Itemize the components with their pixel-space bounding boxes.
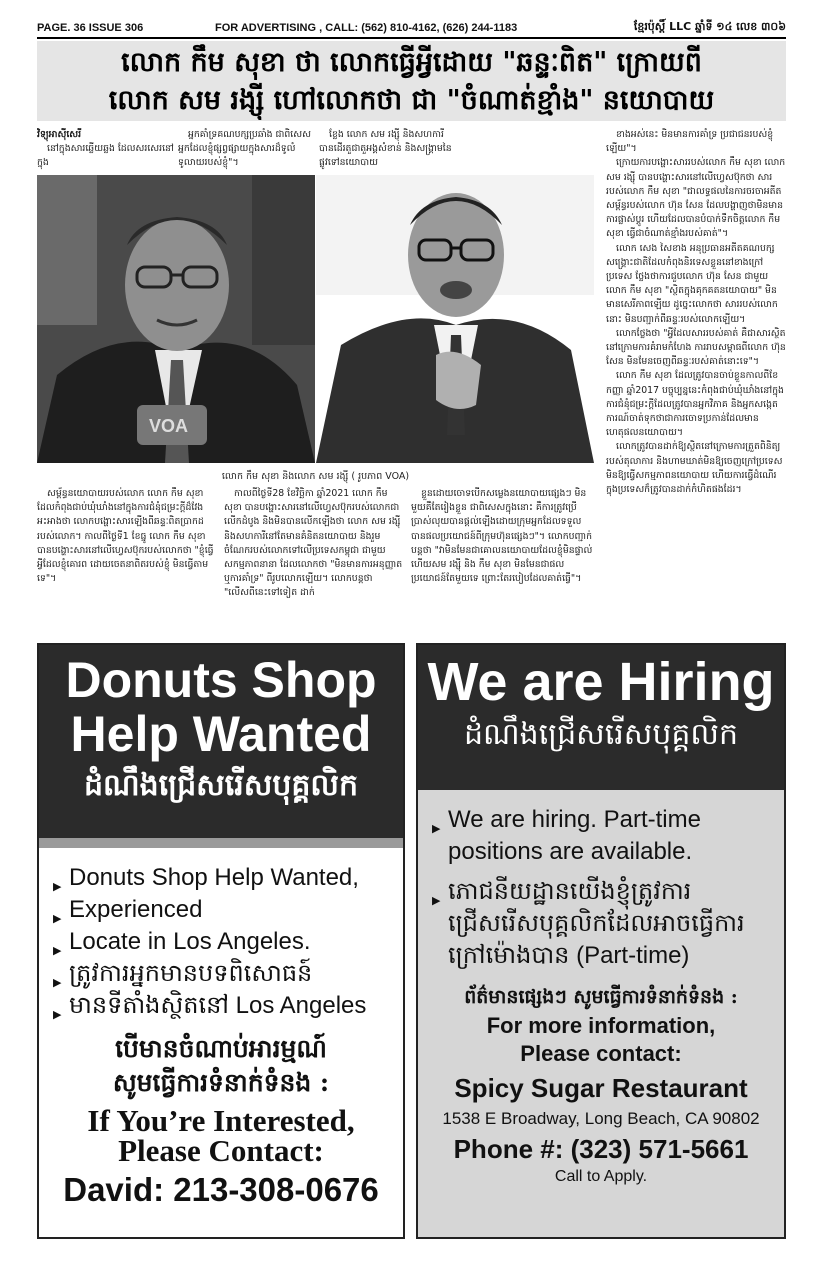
ad-title-line-1: Donuts Shop [65,652,377,708]
article-paragraph: នៅក្នុងសារឆ្លើយឆ្លង ដែលសរសេរនៅក្នុង [37,143,174,169]
ad-bullet: ▶ មានទីតាំងស្ថិតនៅ Los Angeles [39,990,403,1022]
portrait-graphic [316,175,594,463]
page-issue-label: PAGE. 36 ISSUE 306 [37,22,144,34]
we-are-hiring-ad [416,643,786,1239]
call-to-apply: Call to Apply. [554,1168,648,1185]
ad-bullet: ▶ ត្រូវការអ្នកមានបទពិសោធន៍ [39,958,403,990]
ad-header [418,645,784,790]
article-paragraph: ក្រោយការបង្ហោះសាររបស់លោក កឹម សុខា លោក សម រង្ស៊ី បានបង្ហោះសារនៅលើហ្វេសប៊ុកថា សាររបស់លោក កឹម សុខា "ជាលទ្ធផលនៃការចរចាអតីតសម្ព័ន្ធរបស់លោក ហ៊ុន សែន ដែលបង្ហាញថាមិនមានការផ្លាស់ប្តូរ ហើយដែលបានបំបាក់ទឹកចិត្តលោក កឹម សុខា ធ្វើជាចំណាត់ខ្មាំងរបស់គាត់"។ [606,157,786,240]
article-paragraph: លោក សេង សៃខាង អនុប្រធានអតីតគណបក្សសង្គ្រោះជាតិដែលកំពុងនិរទេសខ្លួននៅខាងក្រៅប្រទេស ថ្លែងថាការជួបលោក ហ៊ុន សែន ជាមួយលោក កឹម សុខា "ស្ថិតក្នុងគុកគតនយោបាយ" មិនមានសេរីភាពឡើយ ដូច្នេះលោកថា សាររបស់លោកនោះ មិនបញ្ជាក់ពីឆន្ទៈរបស់លោកឡើយ។ [606,242,778,325]
article-paragraph: លោកថ្លែងថា "អ្វីដែលសាររបស់គាត់ គឺជាសារស្ថិតនៅក្រោមការគំរាមកំហែង ការរាបសម្ពាធពីលោក ហ៊ុន សែន មិនមែនចេញពីឆន្ទៈរបស់គាត់នោះទេ"។ [606,327,786,368]
ad-bullet: ▶ Locate in Los Angeles. [39,926,403,958]
article-paragraph: លោក កឹម សុខា ដែលត្រូវបានចាប់ខ្លួនកាលពីខែកញ្ញា ឆ្នាំ2017 បច្ចុប្បន្ននេះកំពុងជាប់ឃុំឃាំងនៅក្នុងការជំនុំជម្រះក្តីដែលត្រូវបានអ្នកវិភាគ និងអ្នកសង្កេតការណ៍ចាត់ទុកថាជាការចោទប្រកាន់ដែលមានហេតុផលនយោបាយ។ [606,370,784,439]
article-column-2-top [178,128,316,174]
ad-header [39,645,403,838]
article-paragraph: សម្ព័ន្ធនយោបាយរបស់លោក លោក កឹម សុខា ដែលកំពុងជាប់ឃុំឃាំងនៅក្នុងការជំនុំជម្រះក្តីដ៏វែង អះអាងថា លោកបង្ហោះសារឡើងពីឆន្ទៈពិតប្រាកដរបស់លោក។ កាលពីថ្ងៃទី1 ខែធ្នូ លោក កឹម សុខា បានបង្ហោះសារនៅលើហ្វេសប៊ុករបស់លោកថា "ខ្ញុំធ្វើអ្វីដែលខ្ញុំគោរព ដោយចេតនាពិតរបស់ខ្ញុំ មិនធ្វើតាមទេ"។ [37,488,214,585]
article-column-3-bottom [411,487,595,637]
more-info-line-2: Please contact: [520,1041,682,1066]
article-paragraph: ខាងអស់នេះ មិនមានការគាំទ្រ ប្រជាជនរបស់ខ្ញុំឡើយ"។ [606,129,774,155]
restaurant-address: 1538 E Broadway, Long Beach, CA 90802 [442,1109,760,1128]
headline-line-1: លោក កឹម សុខា ថា លោកធ្វើអ្វីដោយ "ឆន្ទៈពិត" ក្រោយពី [121,47,702,78]
interest-english-line-1: If You’re Interested, [87,1103,355,1138]
ad-title-line-2: Help Wanted [70,706,372,762]
headline-line-2: លោក សម រង្ស៊ី ហៅលោកថា ជា "ចំណាត់ខ្មាំង" នយោបាយ [108,85,715,116]
article-paragraph: ខ្លួនដោយចោទបើកសម្លេងនយោបាយផ្សេងៗ មិនមួយគឺតែរៀងខ្លួន ជាពិសេសក្នុងនោះ គឺការត្រូវប្រើប្រាស់លុយបានផ្តល់ឡើងដោយក្រុមអ្នកដែលទទួលបានផលប្រយោជន៍ពីក្រុមហ៊ុនផ្សេងៗ"។ លោកបញ្ជាក់បន្តថា "វាមិនមែនជាគោលនយោបាយដែលខ្ញុំមិនផ្ទាល់ ហើយសម រង្ស៊ី និង កឹម សុខា មិនមែនជាផលប្រយោជន៍តែមួយទេ ព្រោះតែរបៀបដែលគាត់ធ្វើ"។ [411,488,593,585]
article-paragraph: លោកត្រូវបានដាក់ឱ្យស្ថិតនៅក្រោមការត្រួតពិនិត្យរបស់តុលាការ និងហាមឃាត់មិនឱ្យចេញក្រៅប្រទេស មិនឱ្យធ្វើសកម្មភាពនយោបាយ ហើយការធ្វើដំណើរក្នុងប្រទេសក៏ត្រូវបានដាក់កំហិតផងដែរ។ [606,441,783,496]
restaurant-name: Spicy Sugar Restaurant [454,1073,748,1103]
interest-khmer-line-1: បើមានចំណាប់អារម្មណ៍ [115,1034,327,1063]
photo-caption: លោក កឹម សុខា និងលោក សម រង្ស៊ី ( រូបភាព VOA) [221,471,410,482]
restaurant-phone: Phone #: (323) 571-5661 [453,1134,749,1164]
photo-sam-rainsy [316,175,594,463]
article-column-2-bottom [224,487,404,637]
svg-text:VOA: VOA [149,416,189,436]
masthead-label: ខ្មែរប៉ុស្ដិ៍ LLC ឆ្នាំទី ១៤ លេខ ៣០៦ [633,20,786,33]
advertising-contact: FOR ADVERTISING , CALL: (562) 810-4162, (626) 244-1183 [215,22,518,34]
article-byline: វិទ្យុអាស៊ីសេរី [37,129,82,140]
ad-title: We are Hiring [427,652,775,712]
article-column-3-top [319,128,457,174]
ad-body [418,790,784,1239]
ad-bullet-list [39,848,403,1022]
article-column-1-top [37,128,175,174]
more-info-line-1: For more information, [486,1013,716,1038]
contact-phone: David: 213-308-0676 [63,1171,379,1208]
ad-bullet: ▶ ភោជនីយដ្ឋានយើងខ្ញុំត្រូវការជ្រើសរើសបុគ្គលិកដែលអាចធ្វើការក្រៅម៉ោងបាន (Part-time) [418,876,784,972]
page-header [37,20,786,36]
article-column-4 [606,128,786,636]
article-column-1-bottom [37,487,217,637]
ad-bullet: ▶ Donuts Shop Help Wanted, [39,862,403,894]
interest-khmer-line-2: សូមធ្វើការទំនាក់ទំនង : [112,1068,330,1097]
article-headline [37,41,786,121]
portrait-graphic [37,175,315,463]
ad-title-khmer: ដំណឹងជ្រើសរើសបុគ្គលិក [463,717,739,752]
ad-title-khmer: ដំណឹងជ្រើសរើសបុគ្គលិក [83,768,359,803]
article-paragraph: កាលពីថ្ងៃទី28 ខែវិច្ឆិកា ឆ្នាំ2021 លោក កឹម សុខា បានបង្ហោះសារនៅលើហ្វេសប៊ុករបស់លោកជាលើកដំបូង និងមិនបានលើកឡើងថា លោក សម រង្ស៊ី និងសហការីនៅតែមានគំនិតនយោបាយ និងរួមចំណែករបស់លោកទៅលើប្រទេសកម្ពុជា ជាមួយសកម្មភាពនានា ដែលលោកថា "មិនមានការអនុញ្ញាត ឬការគាំទ្រ" ពីរូបលោកឡើយ។ លោកបន្តថា "លើសពីនេះទៅទៀត ដាក់ [224,488,403,599]
header-rule [37,37,786,39]
more-info-khmer: ព័ត៌មានផ្សេងៗ សូមធ្វើការទំនាក់ទំនង : [464,986,738,1008]
interest-english-line-2: Please Contact: [118,1133,324,1168]
photo-kem-sokha [37,175,315,463]
article-paragraph: អ្នកគាំទ្រគណបក្សប្រឆាំង ជាពិសេសអ្នកដែលខ្ញុំផ្សព្វផ្សាយក្នុងសារដ៏ទូលំទូលាយរបស់ខ្ញុំ"។ [178,129,311,169]
article-paragraph: ខ្លែង លោក សម រង្ស៊ី និងសហការីបានដើរតួជាតួអង្គសំខាន់ និងសង្គ្រាមនៃផ្លូវទៅនយោបាយ [319,129,452,169]
ad-divider [39,838,403,848]
ad-bullet: ▶ We are hiring. Part-time positions are available. [418,804,784,868]
donuts-shop-ad [37,643,405,1239]
ad-bullet-list [418,790,784,972]
ad-bullet: ▶ Experienced [39,894,403,926]
